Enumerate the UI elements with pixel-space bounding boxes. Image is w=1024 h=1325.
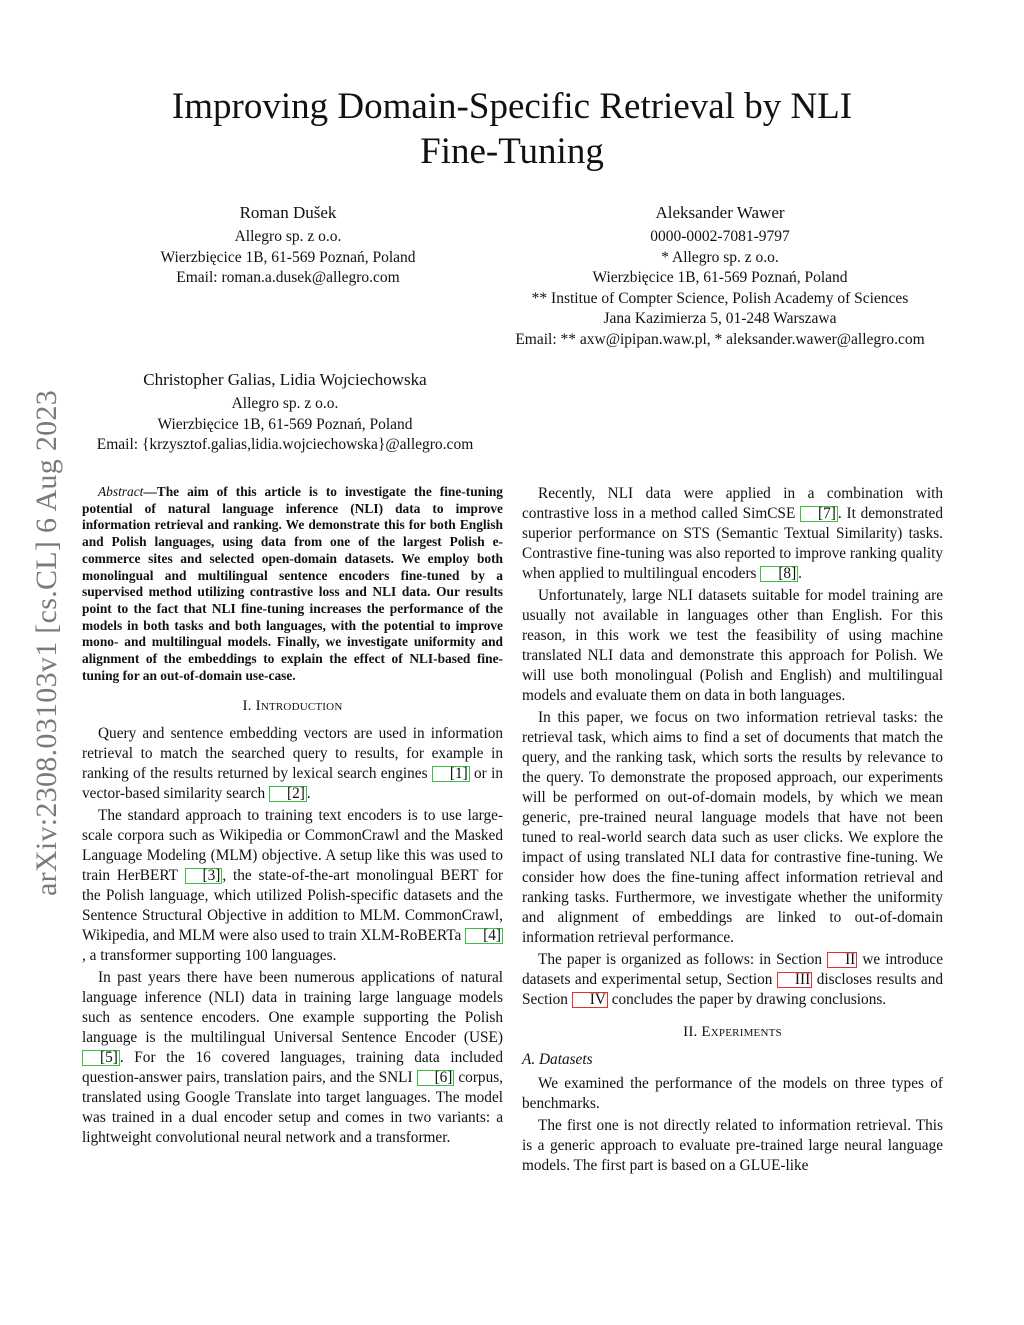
- author-address: Wierzbięcice 1B, 61-569 Poznań, Poland: [592, 269, 848, 286]
- author-affiliation-2: ** Institue of Compter Science, Polish Academy of Sciences: [531, 289, 909, 307]
- author-affiliation: * Allegro sp. z o.o.: [661, 248, 779, 266]
- intro-paragraph-3: In past years there have been numerous applications of natural language inference (NLI) data in training large language models such as sentence encoders. One example supporting the Polish language is the multilingual Universal Sentence Encoder (USE) [5] . For the 16 covered languages, training data included question-answer pairs, translation pairs, and the SNLI [6] corpus, translated using Google Translate into target languages. The model was trained in a dual encoder setup and comes in two variants: a lightweight convolutional neural network and a transformer.: [82, 969, 503, 1147]
- arxiv-identifier: arXiv:2308.03103v1 [cs.CL] 6 Aug 2023: [30, 389, 63, 897]
- citation-link[interactable]: [2]: [269, 786, 307, 802]
- section-ref-link[interactable]: II: [827, 952, 857, 968]
- citation-link[interactable]: [6]: [417, 1070, 455, 1086]
- author-email: Email: {krzysztof.galias,lidia.wojciechowska}@allegro.com: [96, 436, 474, 453]
- right-column: [522, 484, 943, 1176]
- author-block-dusek: [138, 202, 438, 289]
- title-line-2: Fine-Tuning: [420, 131, 604, 172]
- author-email: Email: roman.a.dusek@allegro.com: [176, 269, 400, 286]
- abstract-text: The aim of this article is to investigate the fine-tuning potential of natural language inference (NLI) data to improve information retrieval and ranking. We demonstrate this for both English and Polish languages, using data from one of the largest Polish e-commerce sites and selected open-domain datasets. We employ both monolingual and multilingual sentence encoders fine-tuned by a supervised method utilizing contrastive loss and NLI data. Our results point to the fact that NLI fine-tuning increases the performance of the models in both tasks and both languages, with the potential to improve mono- and multilingual models. Finally, we investigate uniformity and alignment of the embeddings to explain the effect of NLI-based fine-tuning for an out-of-domain use-case.: [82, 484, 503, 683]
- citation-link[interactable]: [7]: [800, 506, 838, 522]
- intro-paragraph-1: Query and sentence embedding vectors are used in information retrieval to match the searched query to results, for example in ranking of the results returned by lexical search engines [1] or in vector-based similarity search [2] .: [82, 725, 503, 803]
- citation-link[interactable]: [5]: [82, 1050, 120, 1066]
- intro-paragraph-5: Unfortunately, large NLI datasets suitable for model training are usually not available in languages other than English. For this reason, in this work we test the feasibility of using machine translated NLI data and demonstrate this approach for Polish. We will use both monolingual (Polish and English) and multilingual models and evaluate them on data in both languages.: [522, 587, 943, 704]
- author-address-2: Jana Kazimierza 5, 01-248 Warszawa: [603, 310, 837, 327]
- section-heading-introduction: [82, 696, 503, 716]
- experiments-paragraph-1: We examined the performance of the models on three types of benchmarks.: [522, 1075, 943, 1112]
- abstract-dash: —: [143, 484, 157, 499]
- experiments-paragraph-2: The first one is not directly related to information retrieval. This is a generic approach to evaluate pre-trained large neural language models. The first part is based on a GLUE-like: [522, 1117, 943, 1174]
- citation-link[interactable]: [8]: [760, 566, 798, 582]
- intro-paragraph-6: In this paper, we focus on two information retrieval tasks: the retrieval task, which aims to find a set of documents that match the query, and the ranking task, which sorts the results by relevance to the query. To demonstrate the proposed approach, our experiments will be performed on out-of-domain models, by which we mean generic, pre-trained neural language models that have not been tuned to real-world search data such as user clicks. We explore the impact of using translated NLI data for contrastive fine-tuning. We consider how does the fine-tuning affect information retrieval and ranking tasks. Furthermore, we investigate whether the uniformity and alignment of embeddings are linked to out-of-domain information retrieval performance.: [522, 709, 943, 946]
- author-address: Wierzbięcice 1B, 61-569 Poznań, Poland: [160, 248, 416, 266]
- author-email: Email: ** axw@ipipan.waw.pl, * aleksander.wawer@allegro.com: [515, 330, 925, 348]
- section-heading-experiments: [522, 1022, 943, 1042]
- citation-link[interactable]: [1]: [432, 766, 470, 782]
- author-address: Wierzbięcice 1B, 61-569 Poznań, Poland: [157, 415, 413, 433]
- author-name: Christopher Galias, Lidia Wojciechowska: [143, 370, 427, 389]
- intro-paragraph-7: The paper is organized as follows: in Section II we introduce datasets and experimental setup, Section III discloses results and Section IV concludes the paper by drawing conclusions.: [522, 951, 943, 1008]
- section-title: Introduction: [255, 698, 343, 715]
- section-title: Experiments: [701, 1024, 782, 1040]
- paper-title: [112, 84, 912, 174]
- author-affiliation: Allegro sp. z o.o.: [231, 395, 339, 412]
- section-ref-link[interactable]: III: [777, 972, 812, 988]
- title-line-1: Improving Domain-Specific Retrieval by NLI: [171, 86, 853, 127]
- intro-paragraph-4: Recently, NLI data were applied in a combination with contrastive loss in a method called SimCSE [7] . It demonstrated superior performance on STS (Semantic Textual Similarity) tasks. Contrastive fine-tuning was also reported to improve ranking quality when applied to multilingual encoders [8] .: [522, 485, 943, 582]
- section-number: II.: [683, 1024, 698, 1040]
- author-affiliation: Allegro sp. z o.o.: [234, 228, 342, 245]
- left-column: [82, 484, 503, 1148]
- subsection-heading-datasets: A. Datasets: [522, 1051, 593, 1068]
- intro-paragraph-2: The standard approach to training text encoders is to use large-scale corpora such as Wikipedia or CommonCrawl and the Masked Language Modeling (MLM) objective. A setup like this was used to train HerBERT [3] , the state-of-the-art monolingual BERT for the Polish language, which utilized Polish-specific datasets and the Sentence Structural Objective in addition to MLM. CommonCrawl, Wikipedia, and MLM were also used to train XLM-RoBERTa [4], a transformer supporting 100 languages.: [82, 807, 503, 965]
- citation-link[interactable]: [4]: [465, 928, 503, 944]
- author-name: Aleksander Wawer: [655, 203, 785, 222]
- author-block-wawer: [490, 202, 950, 350]
- section-number: I.: [242, 698, 252, 715]
- abstract-label: Abstract: [98, 484, 144, 499]
- citation-link[interactable]: [3]: [185, 868, 223, 884]
- abstract: [82, 484, 503, 684]
- author-name: Roman Dušek: [239, 203, 337, 222]
- author-block-galias-wojciechowska: [72, 369, 498, 456]
- author-orcid: 0000-0002-7081-9797: [650, 228, 790, 245]
- section-ref-link[interactable]: IV: [572, 992, 608, 1008]
